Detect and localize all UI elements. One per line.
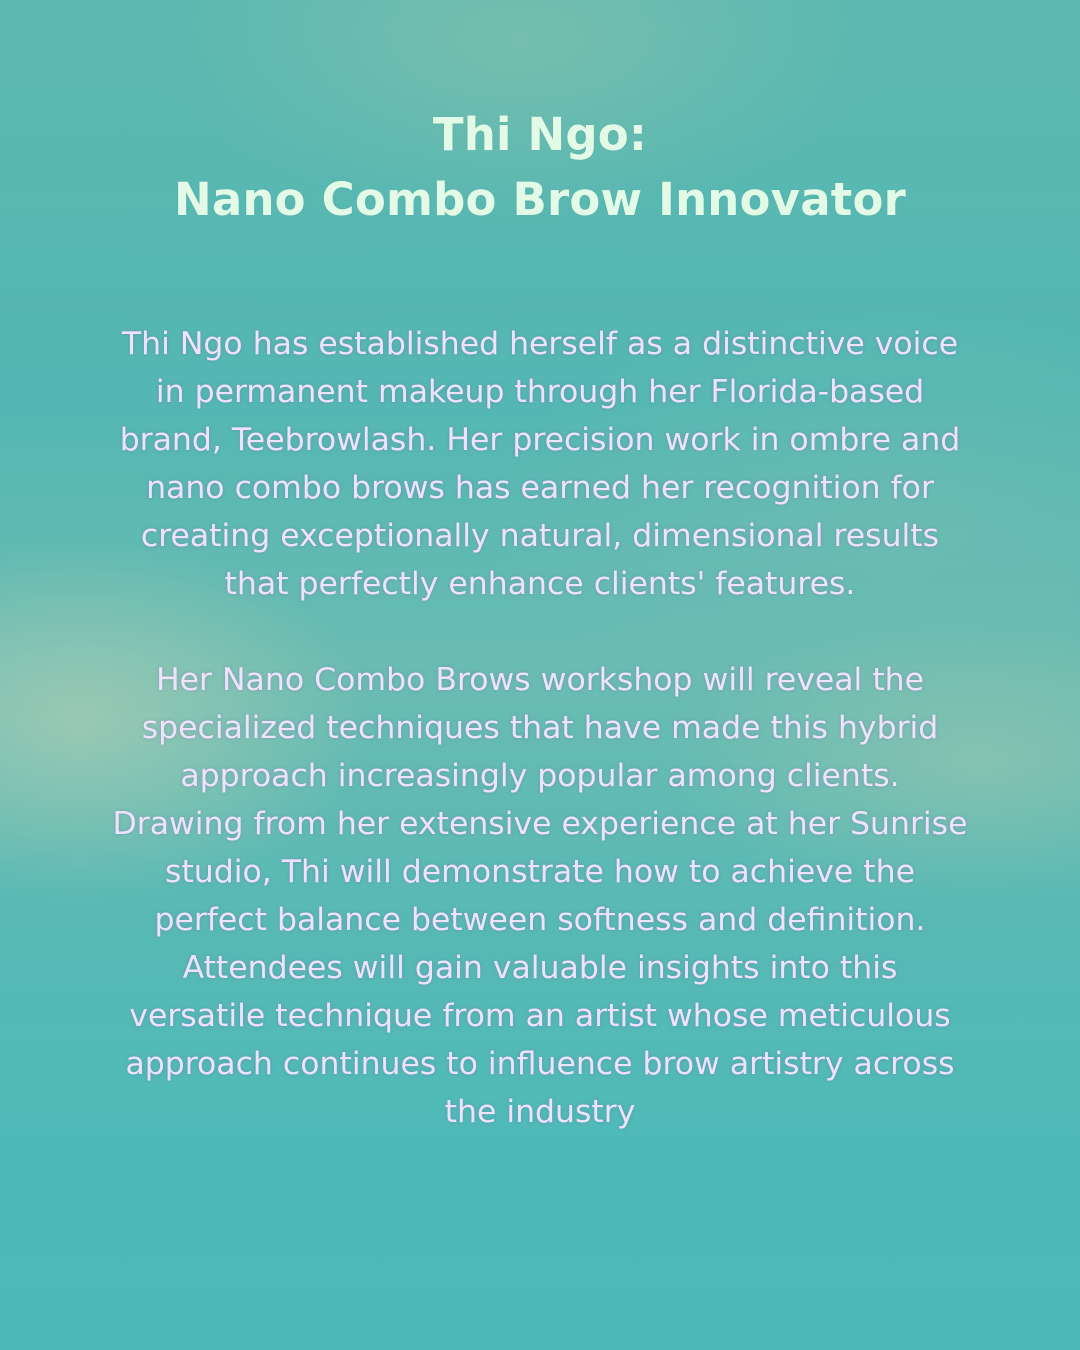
workshop-line: Attendees will gain valuable insights into this (182, 950, 898, 986)
workshop-line: perfect balance between softness and definition. (154, 902, 926, 938)
workshop-line: Her Nano Combo Brows workshop will reveal the (155, 662, 925, 698)
title-line-role: Nano Combo Brow Innovator (174, 173, 906, 226)
title-line-name: Thi Ngo: (432, 108, 648, 161)
bio-line: creating exceptionally natural, dimensional results (140, 518, 940, 554)
workshop-line: approach continues to influence brow artistry across (125, 1046, 955, 1082)
workshop-line: the industry (444, 1094, 636, 1130)
workshop-line: approach increasingly popular among clients. (180, 758, 900, 794)
page-title (0, 102, 1080, 232)
bio-line: nano combo brows has earned her recognition for (146, 470, 934, 506)
workshop-line: studio, Thi will demonstrate how to achieve the (165, 854, 915, 890)
workshop-line: Drawing from her extensive experience at her Sunrise (112, 806, 968, 842)
workshop-line: specialized techniques that have made this hybrid (141, 710, 939, 746)
bio-line: Thi Ngo has established herself as a distinctive voice (121, 326, 959, 362)
bio-paragraph (60, 320, 1020, 608)
bio-line: that perfectly enhance clients' features. (224, 566, 856, 602)
bio-line: brand, Teebrowlash. Her precision work in ombre and (119, 422, 961, 458)
workshop-line: versatile technique from an artist whose meticulous (129, 998, 951, 1034)
bio-line: in permanent makeup through her Florida-based (155, 374, 925, 410)
workshop-paragraph (60, 656, 1020, 1136)
